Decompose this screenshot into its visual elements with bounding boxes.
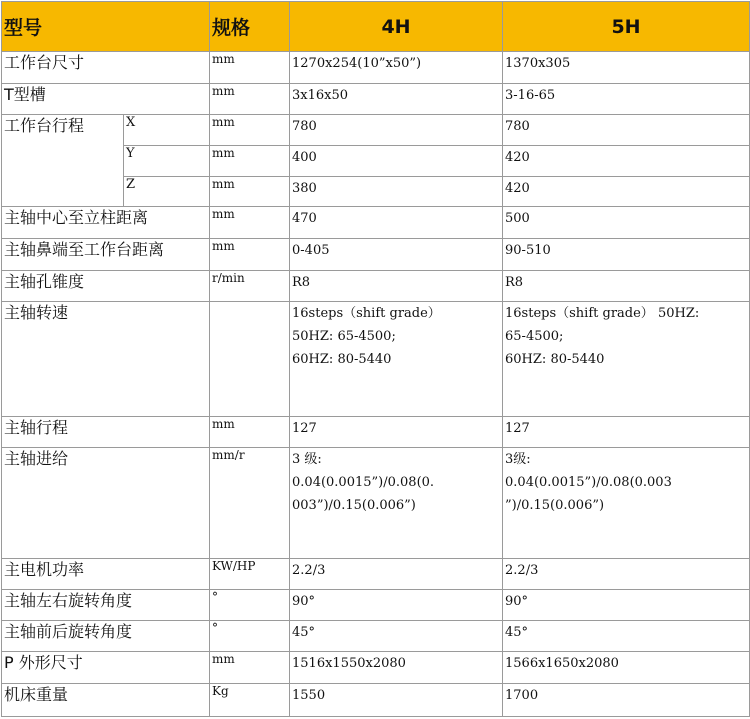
row-unit: mm xyxy=(210,207,290,239)
row-value-5h: 1566x1650x2080 xyxy=(503,652,750,684)
row-value-4h: 780 xyxy=(290,115,503,146)
row-value-4h xyxy=(290,301,503,417)
table-row xyxy=(2,207,750,239)
row-unit: KW/HP xyxy=(210,559,290,590)
table-row xyxy=(2,239,750,271)
row-label: 主轴前后旋转角度 xyxy=(2,620,210,652)
row-value-5h: 3-16-65 xyxy=(503,83,750,115)
row-value-4h: 380 xyxy=(290,176,503,207)
row-value-5h: 780 xyxy=(503,115,750,146)
row-unit: mm xyxy=(210,52,290,84)
row-value-4h: 1270x254(10”x50”) xyxy=(290,52,503,84)
table-row xyxy=(2,417,750,448)
row-label: 主轴孔锥度 xyxy=(2,270,210,301)
table-row xyxy=(2,590,750,621)
table-row xyxy=(2,559,750,590)
row-value-5h xyxy=(503,447,750,559)
value-line: 50HZ: 65-4500; xyxy=(292,328,396,344)
header-row xyxy=(2,2,750,52)
table-row xyxy=(2,52,750,84)
row-label: P 外形尺寸 xyxy=(2,652,210,684)
table-row xyxy=(2,270,750,301)
row-unit: mm xyxy=(210,417,290,448)
row-value-5h: 420 xyxy=(503,176,750,207)
value-line: 16steps（shift grade） xyxy=(292,305,441,321)
row-value-5h: 500 xyxy=(503,207,750,239)
row-unit xyxy=(210,301,290,417)
row-unit: mm/r xyxy=(210,447,290,559)
row-value-5h: 1700 xyxy=(503,684,750,717)
row-value-4h: 1550 xyxy=(290,684,503,717)
row-label: T型槽 xyxy=(2,83,210,115)
row-axis: X xyxy=(124,115,210,146)
row-value-4h: 1516x1550x2080 xyxy=(290,652,503,684)
value-line: ”)/0.15(0.006”) xyxy=(505,497,605,513)
value-line: 16steps（shift grade） 50HZ: xyxy=(505,305,700,321)
header-model: 型号 xyxy=(2,2,210,52)
row-value-5h: 127 xyxy=(503,417,750,448)
row-unit: mm xyxy=(210,146,290,177)
row-label: 主轴左右旋转角度 xyxy=(2,590,210,621)
row-value-4h: R8 xyxy=(290,270,503,301)
row-value-4h: 127 xyxy=(290,417,503,448)
row-value-4h: 3x16x50 xyxy=(290,83,503,115)
row-unit: ° xyxy=(210,620,290,652)
row-unit: mm xyxy=(210,176,290,207)
value-line: 3 级: xyxy=(292,451,322,467)
row-value-4h: 400 xyxy=(290,146,503,177)
row-label: 机床重量 xyxy=(2,684,210,717)
row-unit: ° xyxy=(210,590,290,621)
value-line: 60HZ: 80-5440 xyxy=(292,351,392,367)
value-line: 0.04(0.0015”)/0.08(0. xyxy=(292,474,435,490)
table-row xyxy=(2,115,750,146)
row-label: 主轴进给 xyxy=(2,447,210,559)
row-value-4h: 0-405 xyxy=(290,239,503,271)
value-line: 60HZ: 80-5440 xyxy=(505,351,605,367)
row-value-4h: 45° xyxy=(290,620,503,652)
row-label: 主轴中心至立柱距离 xyxy=(2,207,210,239)
row-label: 主轴转速 xyxy=(2,301,210,417)
row-axis: Z xyxy=(124,176,210,207)
header-spec: 规格 xyxy=(210,2,290,52)
row-value-5h: 45° xyxy=(503,620,750,652)
row-value-5h xyxy=(503,301,750,417)
row-label: 工作台行程 xyxy=(2,115,124,207)
row-label: 主轴行程 xyxy=(2,417,210,448)
row-value-4h xyxy=(290,447,503,559)
row-unit: mm xyxy=(210,83,290,115)
value-line: 0.04(0.0015”)/0.08(0.003 xyxy=(505,474,672,490)
row-value-5h: 90-510 xyxy=(503,239,750,271)
row-value-5h: 2.2/3 xyxy=(503,559,750,590)
row-axis: Y xyxy=(124,146,210,177)
row-value-4h: 90° xyxy=(290,590,503,621)
table-row xyxy=(2,684,750,717)
table-row xyxy=(2,301,750,417)
row-unit: mm xyxy=(210,239,290,271)
value-line: 65-4500; xyxy=(505,328,564,344)
row-unit: Kg xyxy=(210,684,290,717)
row-value-5h: 90° xyxy=(503,590,750,621)
row-label: 主电机功率 xyxy=(2,559,210,590)
row-value-4h: 2.2/3 xyxy=(290,559,503,590)
table-row xyxy=(2,83,750,115)
row-value-5h: 420 xyxy=(503,146,750,177)
row-unit: mm xyxy=(210,652,290,684)
row-label: 工作台尺寸 xyxy=(2,52,210,84)
row-label: 主轴鼻端至工作台距离 xyxy=(2,239,210,271)
row-value-5h: 1370x305 xyxy=(503,52,750,84)
row-value-4h: 470 xyxy=(290,207,503,239)
header-4h: 4H xyxy=(290,2,503,52)
row-unit: r/min xyxy=(210,270,290,301)
header-5h: 5H xyxy=(503,2,750,52)
spec-table xyxy=(1,1,750,717)
value-line: 003”)/0.15(0.006”) xyxy=(292,497,416,513)
row-value-5h: R8 xyxy=(503,270,750,301)
table-row xyxy=(2,652,750,684)
table-row xyxy=(2,620,750,652)
value-line: 3级: xyxy=(505,451,531,467)
row-unit: mm xyxy=(210,115,290,146)
table-row xyxy=(2,447,750,559)
